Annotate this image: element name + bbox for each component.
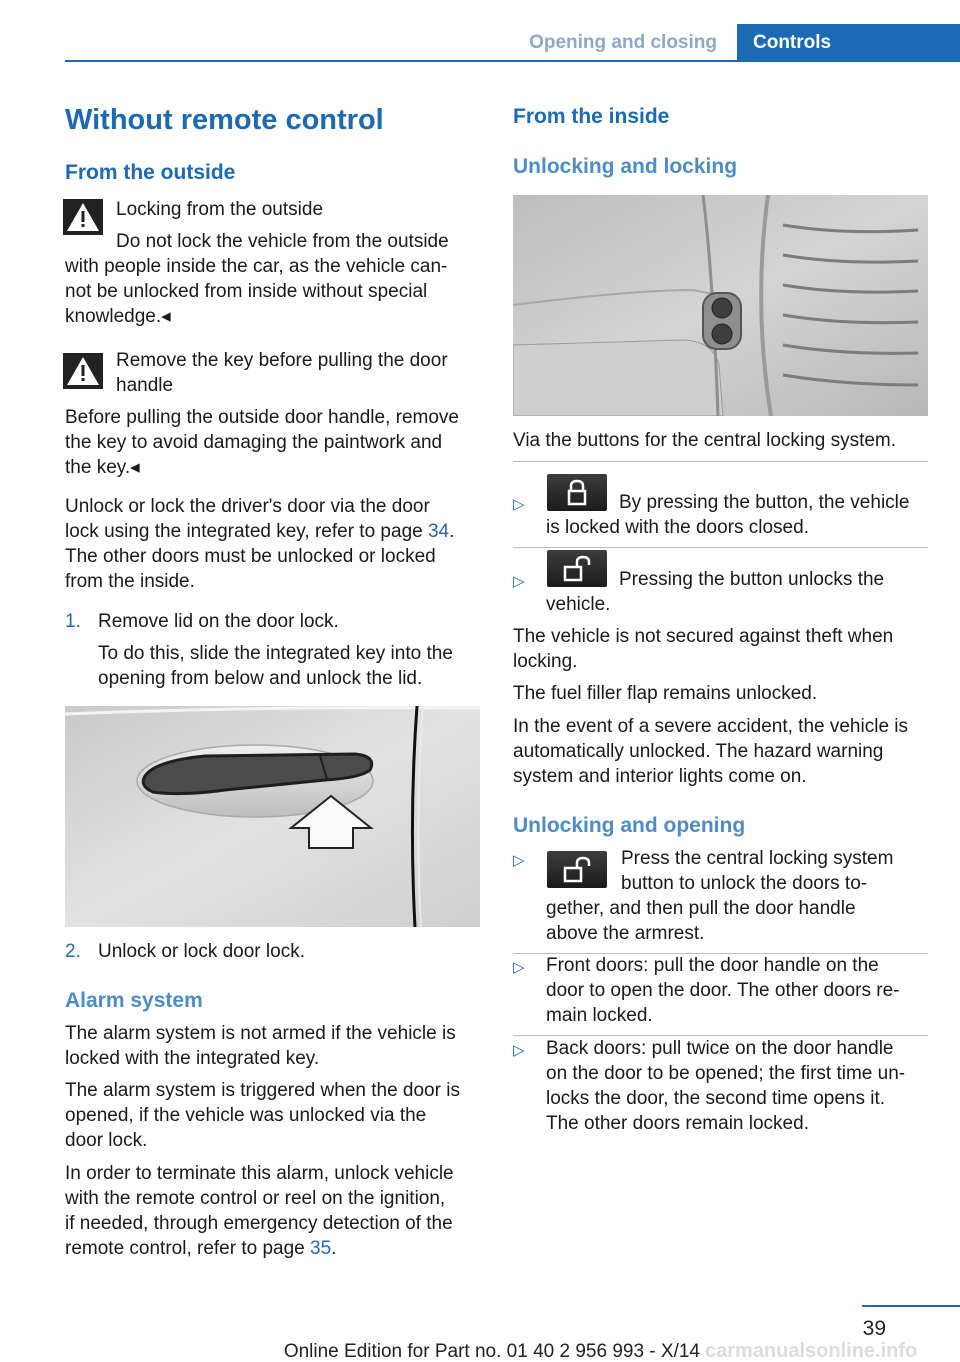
heading-unlocking-and-locking: Unlocking and locking	[513, 155, 738, 178]
door-handle-illustration	[65, 706, 480, 927]
figure-caption: Via the buttons for the central locking system.	[513, 430, 897, 451]
header-chapter-tab: Controls	[737, 24, 960, 62]
body-line: locked with the integrated key.	[65, 1048, 320, 1069]
warning2-line: the key to avoid damaging the paintwork and	[65, 432, 443, 453]
bullet-text: By pressing the button, the vehicle	[619, 492, 910, 513]
bullet-text: main locked.	[546, 1005, 653, 1026]
heading-from-outside: From the outside	[65, 161, 236, 184]
lock-button-image	[547, 474, 607, 511]
bullet-text: Back doors: pull twice on the door handle	[546, 1038, 894, 1059]
warning2-line: the key.◂	[65, 457, 140, 478]
triangle-bullet-icon: ▷	[513, 496, 525, 513]
bullet-text: on the door to be opened; the first time un‐	[546, 1063, 906, 1084]
step-subtext: To do this, slide the integrated key into the	[98, 643, 453, 664]
heading-alarm-system: Alarm system	[65, 989, 203, 1012]
step-number: 2.	[65, 941, 81, 962]
triangle-bullet-icon: ▷	[513, 852, 525, 869]
page-number: 39	[862, 1317, 886, 1340]
bullet-text: locks the door, the second time opens it.	[546, 1088, 886, 1109]
bullet-text: Press the central locking system	[621, 848, 894, 869]
warning2-line: Before pulling the outside door handle, remove	[65, 407, 459, 428]
body-line: system and interior lights come on.	[513, 766, 807, 787]
warning-triangle-icon	[63, 353, 103, 389]
step-subtext: opening from below and unlock the lid.	[98, 668, 423, 689]
bullet-text: gether, and then pull the door handle	[546, 898, 856, 919]
body-line-with-link	[65, 1236, 336, 1261]
unlock-icon	[547, 550, 607, 587]
bullet-text: The other doors remain locked.	[546, 1113, 809, 1134]
warning2-title-line: Remove the key before pulling the door	[116, 350, 448, 371]
unlock-button-image	[547, 851, 607, 888]
warning1-title: Locking from the outside	[116, 199, 324, 220]
unlock-button-image	[547, 550, 607, 587]
body-line: The alarm system is not armed if the vehicle is	[65, 1023, 456, 1044]
warning1-line: not be unlocked from inside without special	[65, 281, 428, 302]
body-text: .	[449, 521, 455, 542]
body-line: The alarm system is triggered when the door is	[65, 1080, 460, 1101]
lock-icon	[547, 474, 607, 511]
heading-unlocking-and-opening: Unlocking and opening	[513, 814, 746, 837]
central-locking-buttons-illustration	[513, 195, 928, 416]
body-line: door lock.	[65, 1130, 148, 1151]
triangle-bullet-icon: ▷	[513, 959, 525, 976]
step-text: Remove lid on the door lock.	[98, 611, 339, 632]
footer-edition: Online Edition for Part no. 01 40 2 956 993 - X/14	[283, 1341, 700, 1362]
header-rule	[65, 60, 960, 62]
body-line: automatically unlocked. The hazard warning	[513, 741, 884, 762]
warning1-line: knowledge.◂	[65, 306, 171, 327]
body-line: In order to terminate this alarm, unlock vehicle	[65, 1163, 454, 1184]
body-line: with the remote control or reel on the ignition,	[65, 1188, 446, 1209]
bullet-text: door to open the door. The other doors re‐	[546, 980, 900, 1001]
divider	[513, 461, 928, 462]
body-line-with-link	[65, 519, 454, 544]
bullet-text: Pressing the button unlocks the	[619, 569, 885, 590]
bullet-text: Front doors: pull the door handle on the	[546, 955, 879, 976]
body-text: remote control, refer to page	[65, 1238, 311, 1259]
unlock-icon	[547, 851, 607, 888]
footer-rule	[862, 1305, 960, 1307]
bullet-text: button to unlock the doors to‐	[621, 873, 868, 894]
bullet-text: is locked with the doors closed.	[546, 517, 809, 538]
body-line: opened, if the vehicle was unlocked via the	[65, 1105, 427, 1126]
warning2-title-line: handle	[116, 375, 174, 396]
body-line: The other doors must be unlocked or locked	[65, 546, 436, 567]
body-line: The fuel filler flap remains unlocked.	[513, 683, 818, 704]
bullet-text: vehicle.	[546, 594, 611, 615]
step-number: 1.	[65, 611, 81, 632]
page-link-34[interactable]: 34	[427, 521, 450, 542]
step-text: Unlock or lock door lock.	[98, 941, 305, 962]
warning1-line: with people inside the car, as the vehicle can‐	[65, 256, 448, 277]
body-line: The vehicle is not secured against theft when	[513, 626, 894, 647]
header-section-title: Opening and closing	[529, 32, 717, 53]
body-line: if needed, through emergency detection of the	[65, 1213, 453, 1234]
page-title: Without remote control	[65, 104, 384, 136]
body-text: .	[331, 1238, 337, 1259]
bullet-text: above the armrest.	[546, 923, 705, 944]
watermark: carmanualsonline.info	[705, 1340, 918, 1362]
body-line: In the event of a severe accident, the vehicle is	[513, 716, 909, 737]
body-line: Unlock or lock the driver's door via the door	[65, 496, 430, 517]
divider	[513, 547, 928, 548]
triangle-bullet-icon: ▷	[513, 573, 525, 590]
warning-triangle-icon	[63, 199, 103, 235]
heading-from-inside: From the inside	[513, 105, 670, 128]
body-text: lock using the integrated key, refer to page	[65, 521, 428, 542]
warning1-line: Do not lock the vehicle from the outside	[116, 231, 449, 252]
triangle-bullet-icon: ▷	[513, 1042, 525, 1059]
body-line: from the inside.	[65, 571, 195, 592]
body-line: locking.	[513, 651, 578, 672]
page-link-35[interactable]: 35	[310, 1238, 332, 1259]
